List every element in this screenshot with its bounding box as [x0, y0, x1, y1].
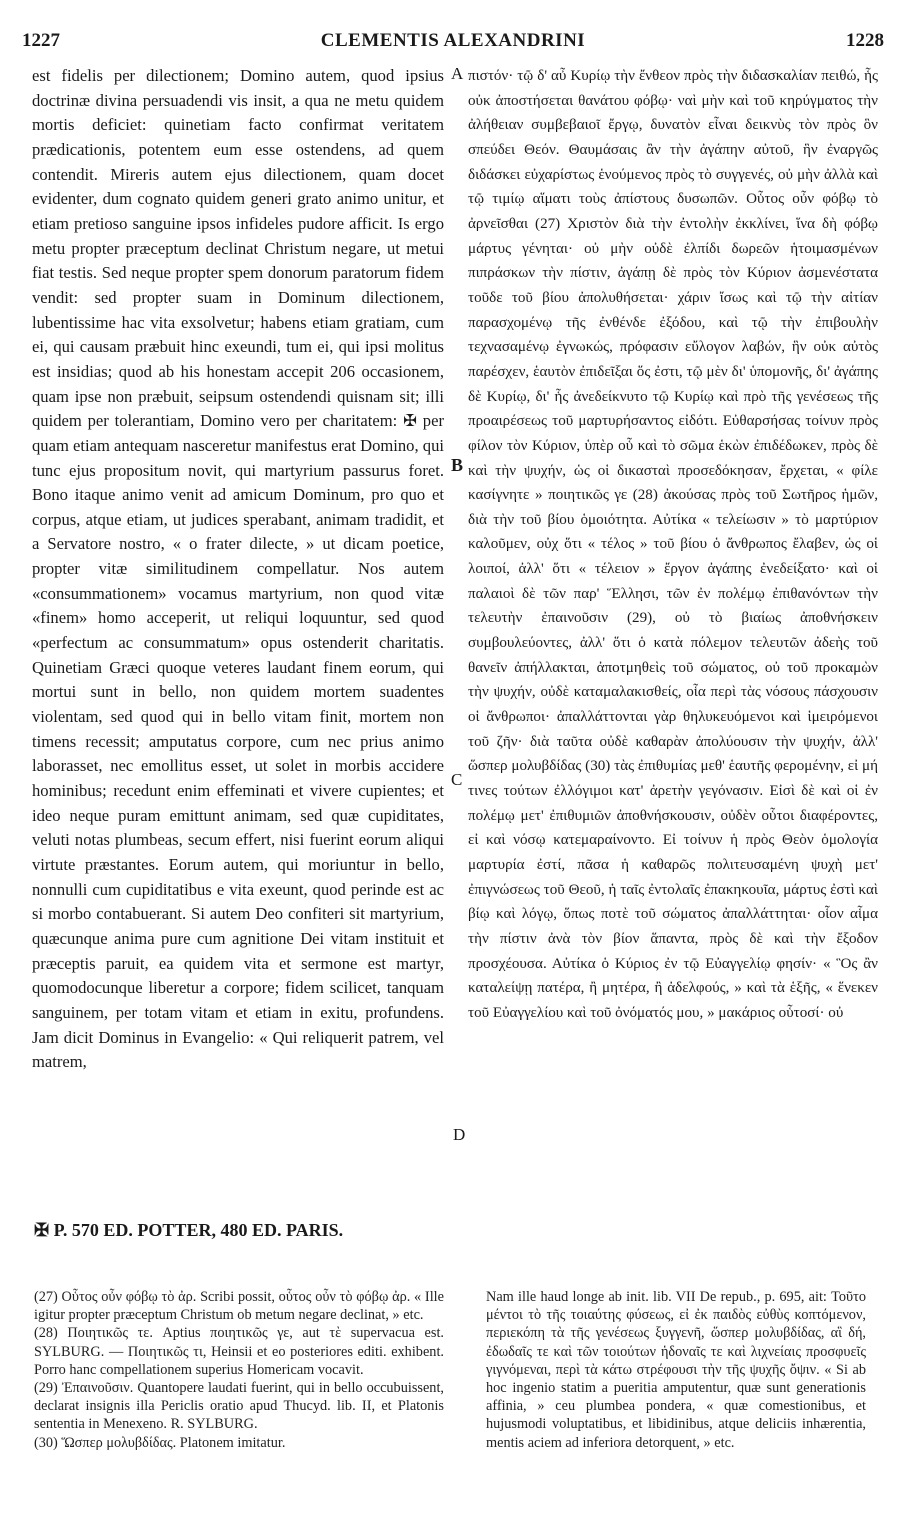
latin-text: est fidelis per dilectionem; Domino autem, quod ipsius doctrinæ divina persuadendi vis insit, a qua ne metu quidem mortis deficiet: quinetiam facto confirmat veritatem prædicationis, potentem eum esse ostendens, ad quem contendit. Mireris autem ejus dilectionem, quam docet evidenter, dum cognato quidem generi grato animo unitur, et etiam pretioso sanguine ipsos infideles pudore afficit. Is ergo metu propter præceptum declinat Christum negare, ut metui fiat testis. Sed neque propter spem donorum paratorum fidem vendit: sed propter suam in Dominum dilectionem, lubentissime hac vita exsolvetur; habens etiam gratiam, cum ei, qui causam præbuit hinc exeundi, tum ei, qui ipsi molitus est insidias; quod ab his honestam accepit 206 occasionem, quam ipse non præbuit, seipsum ostendendi quisnam sit; illi quidem per tolerantiam, Domino vero per charitatem: ✠ per quam etiam antequam nasceretur manifestus erat Domino, qui tunc ejus propositum novit, qui martyrium passurus foret. Bono itaque animo venit ad amicum Dominum, pro quo et corpus, atque etiam, ut judices sperabant, animam tradidit, et a Servatore nostro, « o frater dilecte, » ut dicam poetice, propter vitæ similitudinem compellatur. Nos autem «consummationem» vocamus martyrium, non quod vitæ «finem» homo acceperit, ut reliqui loquuntur, sed quod «perfectum ac consummatum» opus ostenderit charitatis. Quinetiam Græci quoque veteres laudant finem eorum, qui mortui sunt in bello, non quidem mortem suadentes violentam, sed quod qui in bello vitam finit, mortem non timens recessit; amputatus corpore, cum nec prius animo laborasset, nec emollitus esset, ut solet in morbis accidere hominibus; recedunt enim effeminati et vivere cupientes; et ideo neque puram emittunt animam, sed quæ cupiditates, veluti notas plumbeas, secum effert, nisi fuerint eorum aliqui virtute præstantes. Eorum autem, qui moriuntur in bello, nonnulli cum cupiditatibus e vita exeunt, quod perinde est ac si morbo contabuerant. Si autem Deo confiteri sit martyrium, quæcunque anima pure cum agnitione Dei vitam instituit et præceptis paruit, ea quidem vita et sermone est martyr, quomodocunque liberetur a corpore; fidem scilicet, tanquam sanguinem, per totam vitam et etiam in exitu, profundens. Jam dicit Dominus in Evangelio: « Qui reliquerit patrem, vel matrem, [32, 66, 444, 1072]
footnote: (30) Ὥσπερ μολυβδίδας. Platonem imitatur. [34, 1434, 286, 1451]
footnotes-right [486, 1288, 866, 1524]
running-header [22, 30, 884, 56]
running-title: CLEMENTIS ALEXANDRINI [320, 30, 586, 51]
footnote: (27) Οὗτος οὖν φόβῳ τὸ ἀρ. Scribi possit, οὗτος οὖν τὸ φόβῳ ἀρ. « Ille igitur propter præceptum Christum ob metum negare declinat, » etc. [34, 1289, 444, 1324]
page-number-right: 1228 [846, 30, 884, 51]
footnotes-left [34, 1288, 444, 1524]
page-number-left: 1227 [22, 30, 60, 51]
greek-column [468, 64, 878, 1216]
margin-marker-c: C [451, 770, 463, 789]
edition-reference: ✠ P. 570 ED. POTTER, 480 ED. PARIS. [34, 1220, 344, 1240]
margin-marker-d: D [453, 1125, 466, 1144]
footnote-continuation: Nam ille haud longe ab init. lib. VII De repub., p. 695, ait: Τοῦτο μέντοι τὸ τῆς τοιαύτης φύσεως, εἰ ἐκ παιδὸς εὐθὺς κοπτόμενον, περιεκόπη τὰ τῆς γενέσεως ξυγγενῆ, ὥσπερ μολυβδίδας, αἳ δή, ἐδωδαῖς τε καὶ τῶν τοιούτων ἡδοναῖς τε καὶ λιχνείαις προσφυεῖς γιγνόμεναι, περὶ τὰ κάτω στρέφουσι τὴν τῆς ψυχῆς ὄψιν. « Si ab hoc ingenio statim a pueritia amputentur, quæ sunt generationis affinia, » ceu plumbea pondera, « quæ comestionibus, et hujusmodi voluptatibus, et libidinibus, atque deliciis inhærentia, mentis aciem ad inferiora detorquent, » etc. [486, 1289, 866, 1451]
margin-marker-b: B [451, 455, 464, 475]
greek-text: πιστόν· τῷ δ' αὖ Κυρίῳ τὴν ἔνθεον πρὸς τὴν διδασκαλίαν πειθώ, ἧς οὐκ ἀποστήσεται θανάτου φόβῳ· ναὶ μὴν καὶ τοῦ κηρύγματος τὴν ἀλήθειαν συμβεβαιοῖ ἔργῳ, δυνατὸν εἶναι δεικνὺς τὸν πρὸς ὃν σπεύδει Θεόν. Θαυμάσαις ἂν τὴν ἀγάπην αὐτοῦ, ἣν ἐναργῶς διδάσκει εὐχαρίστως ἑνούμενος πρὸς τὸ συγγενές, οὐ μὴν ἀλλὰ καὶ τῷ τιμίῳ αἵματι τοὺς ἀπίστους δυσωπῶν. Οὗτος οὖν φόβῳ τὸ ἀρνεῖσθαι (27) Χριστὸν διὰ τὴν ἐντολὴν ἐκκλίνει, ἵνα δὴ φόβῳ μάρτυς γένηται· οὐ μὴν οὐδὲ ἐλπίδι δωρεῶν ἡτοιμασμένων πιπράσκων τὴν πίστιν, ἀγάπῃ δὲ πρὸς τὸν Κύριον ἀσμενέστατα τοῦδε τοῦ βίου ἀπολυθήσεται· χάριν ἴσως καὶ τῷ τὴν αἰτίαν παρασχομένῳ τῆς ἐνθένδε ἐξόδου, καὶ τῷ τὴν ἐπιβουλὴν τεχνασαμένῳ ἐγνωκώς, πρόφασιν εὔλογον λαβών, ἣν οὐκ αὐτὸς παρέσχεν, ἑαυτὸν ἐπιδεῖξαι ὅς ἐστι, τῷ μὲν δι' ὑπομονῆς, δι' ἀγάπης δὲ Κυρίῳ, δι' ἧς ἀνεδείκνυτο τῷ Κυρίῳ καὶ πρὸ τῆς γενέσεως τῆς προαιρέσεως τοῦ μαρτυρήσαντος εἰδότι. Εὐθαρσήσας τοίνυν πρὸς φίλον τὸν Κύριον, ὑπὲρ οὗ καὶ τὸ σῶμα ἑκὼν ἐπιδέδωκεν, πρὸς δὲ καὶ τὴν ψυχήν, ὡς οἱ δικασταὶ προσεδόκησαν, ἔρχεται, « φίλε κασίγνητε » ποιητικῶς γε (28) ἀκούσας πρὸς τοῦ Σωτῆρος ἡμῶν, διὰ τὴν τοῦ βίου ὁμοιότητα. Αὐτίκα « τελείωσιν » τὸ μαρτύριον καλοῦμεν, οὐχ ὅτι « τέλος » τοῦ βίου ὁ ἄνθρωπος ἔλαβεν, ὡς οἱ λοιποί, ἀλλ' ὅτι « τέλειον » ἔργον ἀγάπης ἐνεδείξατο· καὶ οἱ παλαιοὶ δὲ τῶν παρ' Ἕλλησι, τῶν ἐν πολέμῳ ἐπιθανόντων τὴν τελευτὴν ἐπαινοῦσιν (29), οὐ τὸ βιαίως ἀποθνήσκειν συμβουλεύοντες, ἀλλ' ὅτι ὁ κατὰ πόλεμον τελευτῶν ἀδεὴς τοῦ θανεῖν ἀπήλλακται, ἀποτμηθεὶς τοῦ σώματος, οὐ τοῦ προκαμὼν τὴν ψυχήν, οὐδὲ καταμαλακισθείς, οἷα περὶ τὰς νόσους πάσχουσιν οἱ ἄνθρωποι· ἀπαλλάττονται γὰρ θηλυκευόμενοι καὶ ἱμειρόμενοι τοῦ ζῆν· διὰ ταῦτα οὐδὲ καθαρὰν ἀπολύουσιν τὴν ψυχήν, ἀλλ' ὥσπερ μολυβδίδας (30) τὰς ἐπιθυμίας μεθ' ἑαυτῆς φερομένην, εἰ μή τινες τούτων ἐλλόγιμοι κατ' ἀρετὴν γεγόνασιν. Εἰσὶ δὲ καὶ οἱ ἐν πολέμῳ μετ' ἐπιθυμιῶν ἀποθνήσκουσιν, οὐδὲν οὗτοι διαφέροντες, εἰ καὶ νόσῳ κατεμαραίνοντο. Εἰ τοίνυν ἡ πρὸς Θεὸν ὁμολογία μαρτυρία ἐστί, πᾶσα ἡ καθαρῶς πολιτευσαμένη ψυχὴ μετ' ἐπιγνώσεως τοῦ Θεοῦ, ἡ ταῖς ἐντολαῖς ἐπακηκουῖα, μάρτυς ἐστὶ καὶ βίῳ καὶ λόγῳ, ὅπως ποτὲ τοῦ σώματος ἀπαλλάττηται· οἷον αἷμα τὴν πίστιν ἀνὰ τὸν βίον ἅπαντα, πρὸς δὲ καὶ τὴν ἔξοδον προσχέουσα. Αὐτίκα ὁ Κύριος ἐν τῷ Εὐαγγελίῳ φησίν· « Ὃς ἂν καταλείψῃ πατέρα, ἢ μητέρα, ἢ ἀδελφούς, » καὶ τὰ ἑξῆς, « ἕνεκεν τοῦ Εὐαγγελίου καὶ τοῦ ὀνόματός μου, » μακάριος οὗτοσί· οὐ [468, 68, 878, 1021]
latin-column [32, 64, 444, 1216]
footnote: (29) Ἐπαινοῦσιν. Quantopere laudati fuerint, qui in bello occubuissent, declarat insignis illa Periclis oratio apud Thucyd. lib. II, et Platonis sententia in Menexeno. R. SYLBURG. [34, 1380, 444, 1433]
footnote: (28) Ποιητικῶς τε. Aptius ποιητικῶς γε, aut τὲ supervacua est. SYLBURG. — Ποιητικῶς τι, Heinsii et eo posteriores editi. exhibent. Porro hanc compellationem superius Homericam vocavit. [34, 1325, 444, 1378]
margin-marker-a: A [451, 64, 464, 83]
